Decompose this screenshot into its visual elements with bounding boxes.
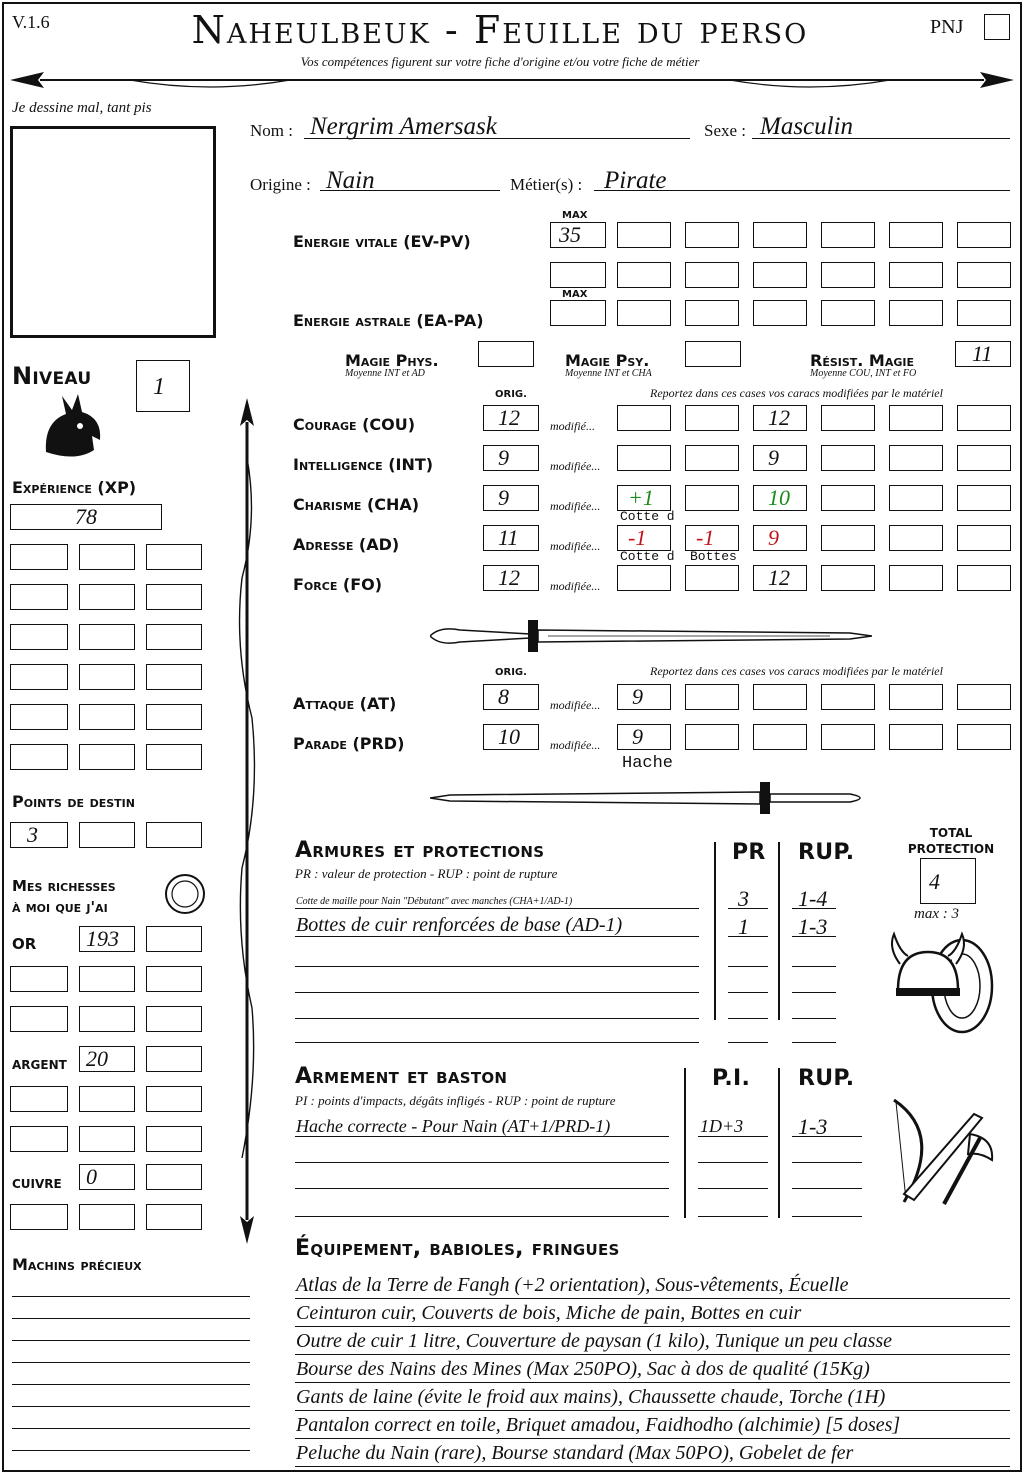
or-box-8[interactable] (146, 1006, 202, 1032)
stat-int-box-3[interactable]: 9 (753, 445, 807, 471)
armor-rup-line[interactable] (792, 966, 836, 967)
equipment-line[interactable] (295, 1466, 1010, 1467)
or-label: OR (12, 935, 37, 953)
ev-box[interactable] (889, 262, 943, 288)
precious-line[interactable] (12, 1450, 250, 1451)
armor-col-pr: PR (732, 840, 766, 865)
armor-name-line[interactable] (295, 1018, 699, 1019)
weapon-note: Hache (622, 754, 674, 773)
stat-ad-box-5[interactable] (889, 525, 943, 551)
armor-name-line[interactable] (295, 966, 699, 967)
dragon-icon (36, 392, 108, 464)
stat-cou-box-1[interactable] (617, 405, 671, 431)
modif-label: modifiée... (550, 579, 601, 593)
combat-label-prd: Parade (PRD) (293, 734, 405, 753)
combat-orig-prd[interactable]: 10 (483, 724, 539, 750)
pnj-checkbox[interactable] (984, 14, 1010, 40)
precious-line[interactable] (12, 1384, 250, 1385)
armor-rup-line[interactable] (792, 1042, 836, 1043)
ev-box[interactable] (821, 262, 875, 288)
xp-box[interactable]: 78 (10, 504, 162, 530)
ea-label: Energie astrale (EA-PA) (293, 311, 484, 330)
sexe-label: Sexe : (704, 121, 747, 140)
stat-int-box-2[interactable] (685, 445, 739, 471)
argent-label: ARGENT (12, 1058, 67, 1072)
modif-label: modifiée... (550, 698, 601, 712)
ev-box[interactable] (821, 222, 875, 248)
stats-report-note: Reportez dans ces cases vos caracs modifiées par le matériel (650, 386, 943, 400)
argent-box-4[interactable] (79, 1086, 135, 1112)
stat-cou-box-3[interactable]: 12 (753, 405, 807, 431)
weapons-divider-2 (778, 1068, 780, 1218)
equipment-line[interactable] (295, 1354, 1010, 1355)
coin-icon (163, 872, 207, 916)
combat-at-box-5[interactable] (889, 684, 943, 710)
argent-box-5[interactable] (146, 1086, 202, 1112)
weapon-pi-line[interactable] (698, 1162, 768, 1163)
stat-ad-box-4[interactable] (821, 525, 875, 551)
combat-at-box-6[interactable] (957, 684, 1011, 710)
metier-label: Métier(s) : (510, 175, 583, 194)
ev-box[interactable] (753, 222, 807, 248)
origine-label: Origine : (250, 175, 311, 194)
xp-grid-box[interactable] (10, 544, 68, 570)
weapon-pi-line[interactable] (698, 1188, 768, 1189)
cuivre-box[interactable]: 0 (79, 1164, 135, 1190)
modif-label: modifiée... (550, 459, 601, 473)
cuivre-box-2[interactable] (146, 1164, 202, 1190)
max-protection-note: max : 3 (914, 906, 959, 922)
argent-box-2[interactable] (146, 1046, 202, 1072)
modif-label: modifiée... (550, 499, 601, 513)
resist-magie-box[interactable]: 11 (955, 341, 1011, 367)
armor-name[interactable]: Bottes de cuir renforcées de base (AD-1) (296, 914, 623, 936)
ea-box[interactable] (889, 300, 943, 326)
stat-fo-box-3[interactable]: 12 (753, 565, 807, 591)
ea-box[interactable] (753, 300, 807, 326)
stat-int-box-1[interactable] (617, 445, 671, 471)
destin-label: Points de destin (12, 792, 135, 811)
cuivre-label: CUIVRE (12, 1177, 62, 1191)
weapons-col-pi: P.I. (712, 1066, 751, 1091)
version-label: V.1.6 (12, 12, 50, 32)
portrait-caption: Je dessine mal, tant pis (12, 100, 152, 116)
magie-psy-note: Moyenne INT et CHA (565, 368, 652, 379)
modif-label: modifiée... (550, 539, 601, 553)
stat-orig-ad[interactable]: 11 (483, 525, 539, 551)
xp-grid-box[interactable] (10, 584, 68, 610)
xp-grid-box[interactable] (146, 744, 202, 770)
nom-field[interactable]: Nergrim Amersask (310, 113, 497, 140)
weapon-name-line[interactable] (295, 1216, 669, 1217)
combat-prd-box-6[interactable] (957, 724, 1011, 750)
ev-label: Energie vitale (EV-PV) (293, 232, 471, 251)
magie-phys-label: Magie Phys. (345, 351, 439, 370)
argent-box-7[interactable] (79, 1126, 135, 1152)
sexe-field[interactable]: Masculin (760, 113, 854, 140)
equipment-item[interactable]: Pantalon correct en toile, Briquet amadou, Faidhodho (alchimie) [5 doses] (296, 1414, 901, 1436)
xp-grid-box[interactable] (79, 584, 135, 610)
stat-cha-box-1[interactable]: +1 (617, 485, 671, 511)
nom-label: Nom : (250, 121, 293, 140)
stat-ad-box-6[interactable] (957, 525, 1011, 551)
armor-pr-line[interactable] (728, 1018, 768, 1019)
weapon-pi[interactable]: 1D+3 (700, 1116, 744, 1136)
xp-grid-box[interactable] (146, 664, 202, 690)
armor-rup-line[interactable] (792, 992, 836, 993)
destin-box-2[interactable] (79, 822, 135, 848)
ev-box[interactable] (753, 262, 807, 288)
xp-label: Expérience (XP) (12, 478, 137, 497)
pnj-label: PNJ (930, 16, 964, 38)
spear-divider-icon (10, 66, 1014, 96)
armor-name-line[interactable] (295, 908, 699, 909)
mod-note: Cotte d (620, 549, 675, 564)
ea-max-label: MAX (562, 289, 588, 300)
stat-cou-box-6[interactable] (957, 405, 1011, 431)
stat-cou-box-4[interactable] (821, 405, 875, 431)
xp-grid-box[interactable] (10, 744, 68, 770)
weapon-name[interactable]: Hache correcte - Pour Nain (AT+1/PRD-1) (296, 1116, 611, 1136)
ev-box[interactable] (550, 262, 606, 288)
armor-pr-line[interactable] (728, 992, 768, 993)
sheet-subtitle: Vos compétences figurent sur votre fiche d'origine et/ou votre fiche de métier (300, 54, 700, 69)
armor-title: Armures et protections (295, 838, 545, 863)
ev-box[interactable] (617, 222, 671, 248)
mod-note: Cotte d (620, 509, 675, 524)
armor-rup[interactable]: 1-3 (798, 914, 828, 939)
stat-cou-box-5[interactable] (889, 405, 943, 431)
sword-divider-icon-2 (430, 778, 872, 818)
xp-grid-box[interactable] (10, 624, 68, 650)
combat-at-box-2[interactable] (685, 684, 739, 710)
equipment-item[interactable]: Outre de cuir 1 litre, Couverture de paysan (1 kilo), Tunique un peu classe (296, 1330, 893, 1352)
ea-box[interactable] (957, 300, 1011, 326)
xp-grid-box[interactable] (146, 624, 202, 650)
combat-report-note: Reportez dans ces cases vos caracs modifiées par le matériel (650, 664, 943, 678)
armor-name-line[interactable] (295, 992, 699, 993)
xp-grid-box[interactable] (79, 664, 135, 690)
xp-grid-box[interactable] (146, 704, 202, 730)
richesses-label-2: à moi que j'ai (12, 898, 108, 916)
weapon-rup-line[interactable] (792, 1216, 862, 1217)
stat-fo-box-4[interactable] (821, 565, 875, 591)
or-box-4[interactable] (79, 966, 135, 992)
equipment-item[interactable]: Bourse des Nains des Mines (Max 250PO), Sac à dos de qualité (15Kg) (296, 1358, 870, 1380)
stat-orig-cou[interactable]: 12 (483, 405, 539, 431)
argent-box[interactable]: 20 (79, 1046, 135, 1072)
magie-phys-note: Moyenne INT et AD (345, 368, 425, 379)
stat-fo-box-5[interactable] (889, 565, 943, 591)
weapon-name-line[interactable] (295, 1162, 669, 1163)
combat-orig-at[interactable]: 8 (483, 684, 539, 710)
ev-box[interactable] (889, 222, 943, 248)
stat-ad-box-3[interactable]: 9 (753, 525, 807, 551)
stat-int-box-4[interactable] (821, 445, 875, 471)
stat-label-cou: Courage (COU) (293, 415, 416, 434)
destin-box-3[interactable] (146, 822, 202, 848)
stat-fo-box-2[interactable] (685, 565, 739, 591)
or-box-6[interactable] (10, 1006, 68, 1032)
stat-orig-fo[interactable]: 12 (483, 565, 539, 591)
total-protection-label-2: PROTECTION (907, 842, 995, 856)
magie-phys-box[interactable] (478, 341, 534, 367)
armor-name-line[interactable] (295, 1042, 699, 1043)
or-box-5[interactable] (146, 966, 202, 992)
ev-box[interactable] (957, 222, 1011, 248)
precious-line[interactable] (12, 1340, 250, 1341)
weapons-note: PI : points d'impacts, dégâts infligés - RUP : point de rupture (295, 1093, 616, 1108)
weapon-name-line[interactable] (295, 1188, 669, 1189)
combat-label-at: Attaque (AT) (293, 694, 397, 713)
xp-grid-box[interactable] (79, 544, 135, 570)
combat-prd-box-1[interactable]: 9 (617, 724, 671, 750)
total-protection-box[interactable]: 4 (920, 858, 976, 904)
stat-fo-box-6[interactable] (957, 565, 1011, 591)
or-box-7[interactable] (79, 1006, 135, 1032)
argent-box-3[interactable] (10, 1086, 68, 1112)
xp-grid-box[interactable] (146, 584, 202, 610)
armor-divider-1 (714, 842, 716, 1020)
equipment-item[interactable]: Gants de laine (évite le froid aux mains), Chaussette chaude, Torche (1H) (296, 1386, 886, 1408)
argent-box-8[interactable] (146, 1126, 202, 1152)
stat-int-box-6[interactable] (957, 445, 1011, 471)
armor-pr-line[interactable] (728, 966, 768, 967)
equipment-line[interactable] (295, 1382, 1010, 1383)
equipment-title: Équipement, babioles, fringues (295, 1236, 620, 1261)
or-box[interactable]: 193 (79, 926, 135, 952)
cuivre-box-4[interactable] (79, 1204, 135, 1230)
vertical-spear-icon (232, 398, 262, 1244)
weapons-divider-1 (684, 1068, 686, 1218)
ev-box[interactable] (685, 222, 739, 248)
precious-line[interactable] (12, 1406, 250, 1407)
combat-prd-box-3[interactable] (753, 724, 807, 750)
armor-pr-line[interactable] (728, 1042, 768, 1043)
or-box-3[interactable] (10, 966, 68, 992)
armor-col-rup: RUP. (798, 840, 855, 865)
ea-box[interactable] (617, 300, 671, 326)
helmet-shield-icon (886, 926, 1000, 1038)
equipment-line[interactable] (295, 1298, 1010, 1299)
destin-box-1[interactable]: 3 (10, 822, 68, 848)
weapon-rup-line[interactable] (792, 1188, 862, 1189)
combat-at-box-3[interactable] (753, 684, 807, 710)
ev-box[interactable] (617, 262, 671, 288)
precious-line[interactable] (12, 1428, 250, 1429)
stat-label-cha: Charisme (CHA) (293, 495, 420, 514)
stat-cha-box-4[interactable] (821, 485, 875, 511)
stat-cha-box-5[interactable] (889, 485, 943, 511)
magie-psy-label: Magie Psy. (565, 351, 650, 370)
armor-pr[interactable]: 1 (738, 914, 749, 939)
stat-orig-int[interactable]: 9 (483, 445, 539, 471)
combat-prd-box-5[interactable] (889, 724, 943, 750)
niveau-label: Niveau (12, 362, 92, 390)
armor-name[interactable]: Cotte de maille pour Nain "Débutant" avec manches (CHA+1/AD-1) (296, 896, 573, 907)
stat-cou-box-2[interactable] (685, 405, 739, 431)
ev-max-label: MAX (562, 210, 588, 221)
equipment-line[interactable] (295, 1326, 1010, 1327)
argent-box-6[interactable] (10, 1126, 68, 1152)
armor-rup-line[interactable] (792, 1018, 836, 1019)
armor-divider-2 (778, 842, 780, 1020)
origine-field[interactable]: Nain (326, 167, 375, 194)
xp-grid-box[interactable] (79, 624, 135, 650)
stat-label-ad: Adresse (AD) (293, 535, 400, 554)
weapon-pi-line[interactable] (698, 1216, 768, 1217)
niveau-box[interactable]: 1 (136, 360, 190, 412)
stat-label-int: Intelligence (INT) (293, 455, 434, 474)
magie-psy-box[interactable] (685, 341, 741, 367)
armor-note: PR : valeur de protection - RUP : point de rupture (295, 866, 558, 881)
resist-magie-note: Moyenne COU, INT et FO (810, 368, 917, 379)
richesses-label-1: Mes richesses (12, 877, 116, 895)
metier-field[interactable]: Pirate (604, 167, 667, 194)
stat-fo-box-1[interactable] (617, 565, 671, 591)
combat-orig-label: ORIG. (495, 667, 527, 678)
precious-line[interactable] (12, 1362, 250, 1363)
equipment-item[interactable]: Ceinturon cuir, Couverts de bois, Miche de pain, Bottes en cuir (296, 1302, 802, 1324)
weapons-title: Armement et baston (295, 1064, 508, 1089)
weapon-rup-line[interactable] (792, 1162, 862, 1163)
stat-cha-box-3[interactable]: 10 (753, 485, 807, 511)
portrait-box[interactable] (10, 126, 216, 338)
equipment-line[interactable] (295, 1438, 1010, 1439)
weapons-icon (884, 1094, 1000, 1210)
combat-at-box-4[interactable] (821, 684, 875, 710)
total-protection-label-1: TOTAL (929, 826, 973, 840)
combat-prd-box-4[interactable] (821, 724, 875, 750)
equipment-line[interactable] (295, 1410, 1010, 1411)
xp-grid-box[interactable] (10, 664, 68, 690)
resist-magie-label: Résist. Magie (810, 351, 914, 370)
precious-line[interactable] (12, 1296, 250, 1297)
ea-box[interactable] (685, 300, 739, 326)
stat-label-fo: Force (FO) (293, 575, 383, 594)
combat-prd-box-2[interactable] (685, 724, 739, 750)
xp-grid-box[interactable] (146, 544, 202, 570)
machins-precieux-label: Machins précieux (12, 1255, 142, 1274)
cuivre-box-3[interactable] (10, 1204, 68, 1230)
ea-max-box[interactable] (550, 300, 606, 326)
cuivre-box-5[interactable] (146, 1204, 202, 1230)
ea-box[interactable] (821, 300, 875, 326)
weapons-col-rup: RUP. (798, 1066, 855, 1091)
modif-label: modifiée... (550, 738, 601, 752)
stat-int-box-5[interactable] (889, 445, 943, 471)
stat-cha-box-2[interactable] (685, 485, 739, 511)
or-box-2[interactable] (146, 926, 202, 952)
combat-at-box-1[interactable]: 9 (617, 684, 671, 710)
ev-box[interactable] (957, 262, 1011, 288)
ev-box[interactable] (685, 262, 739, 288)
xp-grid-box[interactable] (79, 744, 135, 770)
modif-label: modifié... (550, 419, 595, 433)
precious-line[interactable] (12, 1318, 250, 1319)
armor-pr[interactable]: 3 (738, 886, 749, 911)
stats-orig-label: ORIG. (495, 389, 527, 400)
stat-orig-cha[interactable]: 9 (483, 485, 539, 511)
armor-rup[interactable]: 1-4 (798, 886, 828, 911)
xp-grid-box[interactable] (10, 704, 68, 730)
stat-ad-box-2[interactable]: -1 (685, 525, 739, 551)
stat-cha-box-6[interactable] (957, 485, 1011, 511)
xp-grid-box[interactable] (79, 704, 135, 730)
equipment-item[interactable]: Atlas de la Terre de Fangh (+2 orientation), Sous-vêtements, Écuelle (296, 1274, 849, 1296)
stat-ad-box-1[interactable]: -1 (617, 525, 671, 551)
weapon-rup[interactable]: 1-3 (798, 1114, 828, 1139)
equipment-item[interactable]: Peluche du Nain (rare), Bourse standard (Max 50PO), Gobelet de fer (296, 1442, 854, 1464)
sword-divider-icon (430, 616, 872, 656)
sheet-title: Naheulbeuk - Feuille du perso (191, 8, 809, 52)
ev-max-box[interactable]: 35 (550, 222, 606, 248)
mod-note: Bottes (690, 549, 737, 564)
